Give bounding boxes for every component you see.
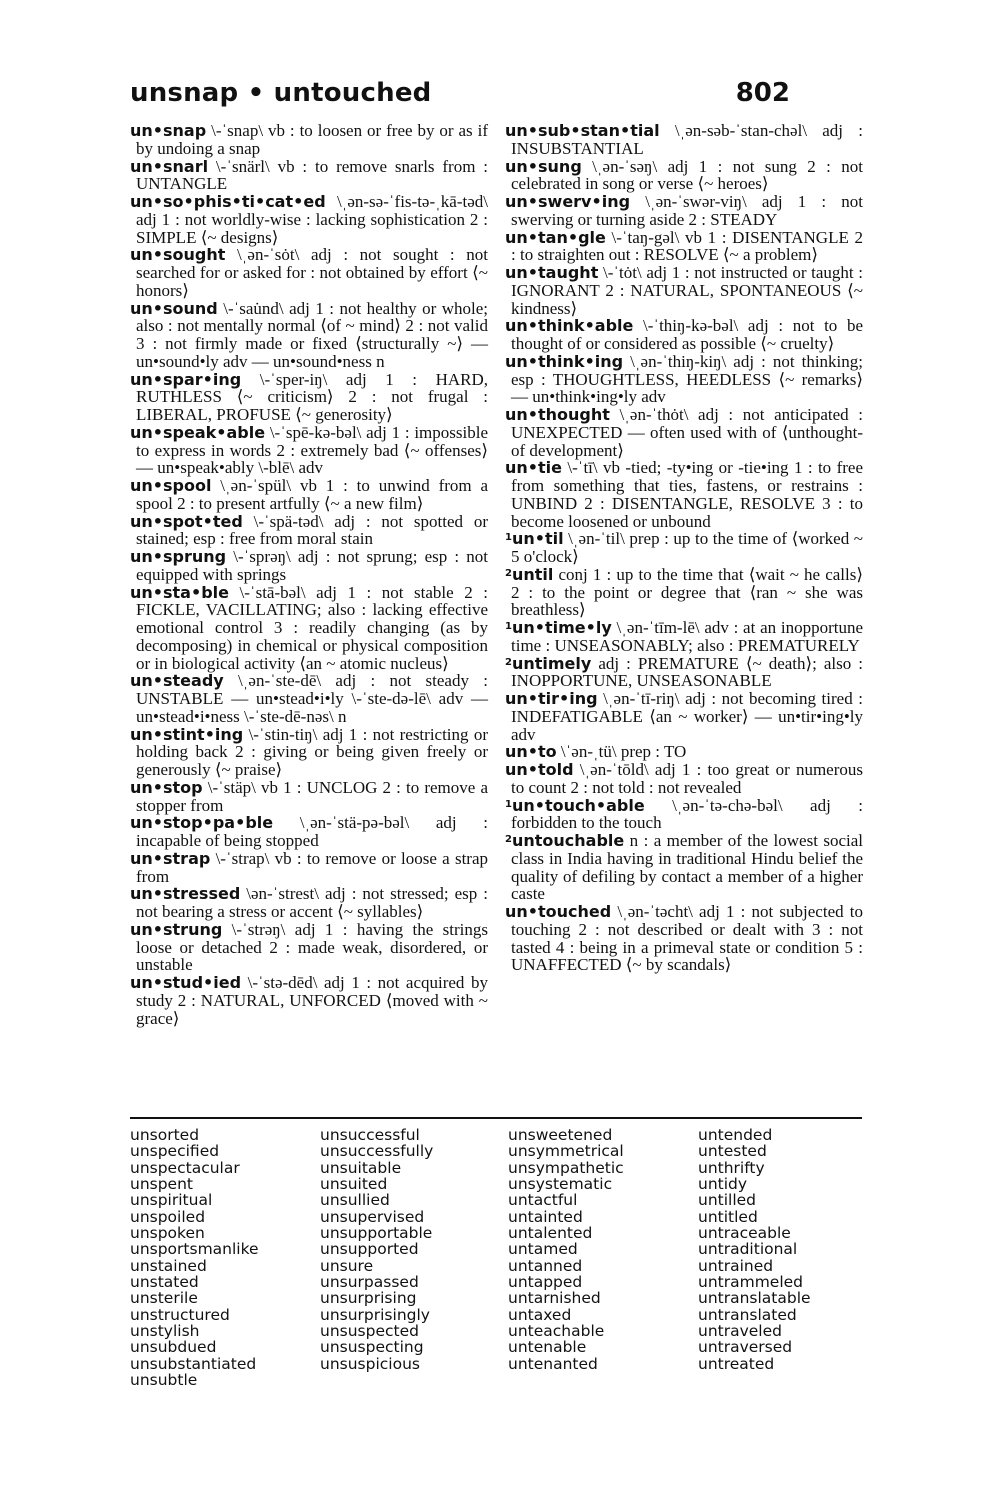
word-list-item: unstated xyxy=(130,1273,199,1292)
word-list-item: unsuspecting xyxy=(320,1338,424,1357)
entry-headword: un•sung xyxy=(505,156,582,176)
entry-definition: \ˌən-ˈtəcht\ adj 1 : not subjected to touching 2 : not described or dealt with 3 : not tasted 4 : being in a primeval state or condition 5 : UNAFFECTED ⟨~ by scandals⟩ xyxy=(511,902,863,975)
dictionary-entry xyxy=(505,619,863,655)
entry-definition: adj : PREMATURE ⟨~ death⟩; also : INOPPORTUNE, UNSEASONABLE xyxy=(511,653,863,691)
word-list-item: untanned xyxy=(508,1256,583,1275)
entry-headword: un•tir•ing xyxy=(505,689,598,708)
entry-headword: un•time•ly xyxy=(511,618,612,637)
right-entry-column xyxy=(505,122,863,974)
word-list-item: unsystematic xyxy=(508,1175,613,1194)
entry-definition: \-ˈsper-iŋ\ adj 1 : HARD, RUTHLESS ⟨~ criticism⟩ 2 : not frugal : LIBERAL, PROFUSE ⟨~ generosity⟩ xyxy=(136,369,488,424)
word-list-item: unsymmetrical xyxy=(508,1142,624,1161)
dictionary-entry xyxy=(130,371,488,424)
left-entry-column xyxy=(130,122,488,1027)
entry-definition: \-ˈtī\ vb -tied; -ty•ing or -tie•ing 1 : to free from something that ties, fastens, or restrains : UNBIND 2 : DISENTANGLE, RESOLVE 3 : to become loosened or unbound xyxy=(511,458,863,531)
dictionary-entry xyxy=(505,832,863,903)
word-list-item: untraveled xyxy=(698,1322,782,1341)
word-list-item: unsubstantiated xyxy=(130,1354,257,1373)
entry-headword: un•think•able xyxy=(505,316,634,336)
word-list-item: unspoken xyxy=(130,1224,205,1243)
word-list-item: untrammeled xyxy=(698,1273,804,1292)
word-list-item: untenanted xyxy=(508,1354,598,1373)
entry-headword: un•snap xyxy=(130,121,207,140)
homograph-number: 2 xyxy=(505,567,512,579)
homograph-number: 2 xyxy=(505,834,512,845)
word-list-item: unsurprising xyxy=(320,1289,417,1308)
entry-headword: untimely xyxy=(511,653,592,673)
word-list-item: unsullied xyxy=(320,1191,390,1210)
entry-definition: \-ˈspä-təd\ adj : not spotted or stained; esp : free from moral stain xyxy=(136,511,488,549)
section-divider xyxy=(130,1117,862,1119)
guide-words: unsnap • untouched xyxy=(130,78,432,108)
dictionary-entry xyxy=(505,459,863,530)
word-list-item: untested xyxy=(698,1142,767,1161)
entry-headword: un•stop xyxy=(130,777,203,797)
entry-headword: un•steady xyxy=(130,671,224,691)
dictionary-entry xyxy=(130,814,488,850)
word-list-item: unsuccessfully xyxy=(320,1142,434,1161)
dictionary-entry xyxy=(130,584,488,673)
entry-headword: un•sound xyxy=(130,298,218,318)
dictionary-entry xyxy=(505,761,863,797)
word-list-item: untraditional xyxy=(698,1240,798,1259)
word-list-item: unsorted xyxy=(130,1126,200,1144)
entry-headword: un•sought xyxy=(130,245,226,265)
page-number: 802 xyxy=(735,78,790,108)
word-list-item: unteachable xyxy=(508,1322,605,1341)
dictionary-entry xyxy=(130,974,488,1027)
dictionary-entry xyxy=(130,122,488,158)
word-list-item: untidy xyxy=(698,1175,748,1194)
entry-definition: \-ˈsprəŋ\ adj : not sprung; esp : not equipped with springs xyxy=(136,547,488,584)
word-list-column xyxy=(320,1127,505,1372)
entry-headword: un•think•ing xyxy=(505,351,624,371)
word-list-item: untraceable xyxy=(698,1224,791,1243)
dictionary-entry xyxy=(505,903,863,974)
entry-headword: un•spool xyxy=(130,476,212,495)
dictionary-entry xyxy=(130,921,488,974)
dictionary-entry xyxy=(505,743,863,761)
entry-definition: \-ˈstin-tiŋ\ adj 1 : not restricting or holding back 2 : giving or being given freely or generously ⟨~ praise⟩ xyxy=(136,724,488,779)
dictionary-entry xyxy=(130,513,488,549)
word-list-item: unthrifty xyxy=(698,1158,765,1177)
dictionary-entry xyxy=(505,193,863,229)
word-list-item: unsuited xyxy=(320,1175,388,1194)
entry-definition: \ˌən-ˈthiŋ-kiŋ\ adj : not thinking; esp : THOUGHTLESS, HEEDLESS ⟨~ remarks⟩ — un•think•ing•ly adv xyxy=(511,351,863,407)
word-list-item: unsuitable xyxy=(320,1158,402,1177)
entry-headword: un•stud•ied xyxy=(130,973,242,992)
entry-definition: n : a member of the lowest social class in India having in traditional Hindu belief the quality of defiling by contact a member of a higher caste xyxy=(511,831,863,904)
page-header xyxy=(130,78,862,112)
word-list-item: untranslated xyxy=(698,1305,797,1324)
entry-headword: un•stop•pa•ble xyxy=(130,813,274,833)
word-list-item: unsympathetic xyxy=(508,1158,624,1177)
word-list-item: unspent xyxy=(130,1175,193,1194)
word-list-item: untreated xyxy=(698,1354,775,1373)
dictionary-entry xyxy=(505,353,863,406)
dictionary-entry xyxy=(130,158,488,194)
dictionary-entry xyxy=(505,317,863,353)
entry-headword: un•sta•ble xyxy=(130,582,229,602)
entry-definition: \ˌən-səb-ˈstan-chəl\ adj : INSUBSTANTIAL xyxy=(511,121,863,158)
entry-definition: conj 1 : up to the time that ⟨wait ~ he calls⟩ 2 : to the point or degree that ⟨ran ~ she was breathless⟩ xyxy=(511,564,863,620)
entry-definition: \ˌən-ˈtə-chə-bəl\ adj : forbidden to the touch xyxy=(511,795,863,833)
entry-headword: un•spar•ing xyxy=(130,369,242,389)
dictionary-entry xyxy=(130,548,488,584)
entry-headword: un•so•phis•ti•cat•ed xyxy=(130,192,326,211)
entry-definition: \ˌən-ˈtī-riŋ\ adj : not becoming tired : INDEFATIGABLE ⟨an ~ worker⟩ — un•tir•ing•ly adv xyxy=(511,689,863,744)
word-list-item: untarnished xyxy=(508,1289,601,1308)
dictionary-entry xyxy=(505,229,863,265)
dictionary-entry xyxy=(505,406,863,459)
word-list-item: unsupported xyxy=(320,1240,419,1259)
entry-headword: un•to xyxy=(505,742,557,762)
entry-definition: \ˌən-ˈsȯt\ adj : not sought : not searched for or asked for : not obtained by effort ⟨~ honors⟩ xyxy=(136,245,488,300)
dictionary-entry xyxy=(130,672,488,725)
word-list-item: unsurpassed xyxy=(320,1273,419,1292)
dictionary-entry xyxy=(505,264,863,317)
homograph-number: 2 xyxy=(505,656,512,668)
entry-headword: un•spot•ted xyxy=(130,511,243,531)
entry-definition: \-ˈtaŋ-gəl\ vb 1 : DISENTANGLE 2 : to straighten out : RESOLVE ⟨~ a problem⟩ xyxy=(511,227,863,265)
entry-headword: un•til xyxy=(511,529,564,549)
entry-definition: \-ˈsnärl\ vb : to remove snarls from : UNTANGLE xyxy=(136,156,488,194)
word-list-item: untactful xyxy=(508,1191,578,1210)
dictionary-entry xyxy=(130,424,488,477)
word-list-item: unsweetened xyxy=(508,1126,613,1144)
dictionary-entry xyxy=(130,193,488,246)
word-list-item: untrained xyxy=(698,1256,774,1275)
word-list-section xyxy=(130,1126,870,1390)
dictionary-entry xyxy=(505,530,863,566)
entry-headword: un•speak•able xyxy=(130,422,266,442)
entry-definition: \-ˈstrap\ vb : to remove or loose a strap from xyxy=(136,848,488,886)
word-list-column xyxy=(130,1127,315,1389)
word-list-item: unsuccessful xyxy=(320,1126,420,1144)
word-list-item: untilled xyxy=(698,1191,757,1210)
dictionary-entry xyxy=(130,726,488,779)
dictionary-entry xyxy=(130,850,488,886)
entry-definition: \ˌən-ˈtōld\ adj 1 : too great or numerous to count 2 : not told : not revealed xyxy=(511,760,863,797)
entry-definition: \-ˈtȯt\ adj 1 : not instructed or taught : IGNORANT 2 : NATURAL, SPONTANEOUS ⟨~ kindness⟩ xyxy=(511,263,863,318)
dictionary-entry xyxy=(505,566,863,619)
word-list-item: untenable xyxy=(508,1338,587,1357)
entry-definition: \ˌən-ˈspül\ vb 1 : to unwind from a spool 2 : to present artfully ⟨~ a new film⟩ xyxy=(136,476,488,513)
entry-definition: \-ˈstrəŋ\ adj 1 : having the strings loose or detached 2 : made weak, disordered, or unstable xyxy=(136,919,488,975)
dictionary-entry xyxy=(505,122,863,158)
entry-headword: un•touch•able xyxy=(511,795,645,815)
word-list-column xyxy=(508,1127,693,1372)
dictionary-entry xyxy=(505,690,863,743)
word-list-item: unspecified xyxy=(130,1142,220,1161)
entry-definition: \ˌən-ˈste-dē\ adj : not steady : UNSTABLE — un•stead•i•ly \-ˈste-də-lē\ adv — un•stead•i•ness \-ˈste-dē-nəs\ n xyxy=(136,671,488,726)
entry-definition: \ˌən-ˈswər-viŋ\ adj 1 : not swerving or turning aside 2 : STEADY xyxy=(511,192,863,229)
word-list-item: unspectacular xyxy=(130,1158,240,1177)
entry-definition: \-ˈstə-dēd\ adj 1 : not acquired by study 2 : NATURAL, UNFORCED ⟨moved with ~ grace⟩ xyxy=(136,973,488,1028)
word-list-item: untended xyxy=(698,1126,773,1144)
word-list-item: unsterile xyxy=(130,1289,198,1308)
word-list-item: unsubdued xyxy=(130,1338,217,1357)
word-list-item: untainted xyxy=(508,1207,583,1226)
entry-definition: \-ˈsau̇nd\ adj 1 : not healthy or whole; also : not mentally normal ⟨of ~ mind⟩ 2 : not valid 3 : not firmly made or fixed ⟨structurally ~⟩ — un•sound•ly adv — un•sound•ness n xyxy=(136,298,488,371)
dictionary-entry xyxy=(130,779,488,815)
word-list-item: untalented xyxy=(508,1224,593,1243)
dictionary-entry xyxy=(505,158,863,194)
entry-headword: un•tie xyxy=(505,458,562,478)
entry-headword: un•strap xyxy=(130,848,211,868)
word-list-item: unsupportable xyxy=(320,1224,433,1243)
entry-headword: un•sprung xyxy=(130,547,227,566)
entry-headword: un•taught xyxy=(505,263,599,282)
entry-definition: \ˌən-ˈtil\ prep : up to the time of ⟨worked ~ 5 o'clock⟩ xyxy=(511,529,863,566)
entry-definition: \-ˈsnap\ vb : to loosen or free by or as if by undoing a snap xyxy=(136,121,488,158)
word-list-item: untapped xyxy=(508,1273,583,1292)
entry-headword: un•stressed xyxy=(130,884,241,904)
entry-headword: un•told xyxy=(505,760,574,779)
entry-headword: un•sub•stan•tial xyxy=(505,121,660,140)
entry-definition: \ˈən-ˌtü\ prep : TO xyxy=(556,742,687,762)
word-list-item: unsupervised xyxy=(320,1207,425,1226)
entry-definition: \ən-ˈstrest\ adj : not stressed; esp : not bearing a stress or accent ⟨~ syllables⟩ xyxy=(136,884,488,921)
entry-headword: un•stint•ing xyxy=(130,724,244,744)
word-list-item: unspoiled xyxy=(130,1207,206,1226)
word-list-item: untraversed xyxy=(698,1338,793,1357)
dictionary-entry xyxy=(130,300,488,371)
entry-definition: \-ˈstā-bəl\ adj 1 : not stable 2 : FICKLE, VACILLATING; also : lacking effective emotional control 3 : readily changing (as by decomposing) in chemical or physical composition or in biological activity ⟨an ~ atomic nucleus⟩ xyxy=(136,582,488,673)
word-list-item: unstained xyxy=(130,1256,207,1275)
dictionary-entry xyxy=(130,246,488,299)
entry-headword: un•touched xyxy=(505,902,612,921)
entry-headword: un•strung xyxy=(130,919,223,939)
entry-definition: \ˌən-ˈstä-pə-bəl\ adj : incapable of being stopped xyxy=(136,813,488,850)
dictionary-entry xyxy=(505,797,863,833)
word-list-item: unstylish xyxy=(130,1322,200,1341)
entry-definition: \ˌən-ˈtīm-lē\ adv : at an inopportune time : UNSEASONABLY; also : PREMATURELY xyxy=(511,618,863,655)
entry-definition: \ˌən-ˈthȯt\ adj : not anticipated : UNEXPECTED — often used with of ⟨unthought-of development⟩ xyxy=(511,405,863,460)
dictionary-entry xyxy=(130,477,488,513)
entry-headword: un•thought xyxy=(505,405,610,424)
entry-definition: \-ˈstäp\ vb 1 : UNCLOG 2 : to remove a stopper from xyxy=(136,777,488,815)
dictionary-entry xyxy=(505,655,863,691)
word-list-item: unsubtle xyxy=(130,1371,198,1390)
word-list-item: unsuspected xyxy=(320,1322,419,1341)
word-list-item: untitled xyxy=(698,1207,758,1226)
entry-headword: un•snarl xyxy=(130,156,209,176)
word-list-item: unspiritual xyxy=(130,1191,213,1210)
word-list-column xyxy=(698,1127,883,1372)
dictionary-entry xyxy=(130,885,488,921)
word-list-item: untaxed xyxy=(508,1305,572,1324)
word-list-item: untamed xyxy=(508,1240,578,1259)
entry-definition: \ˌən-ˈsəŋ\ adj 1 : not sung 2 : not celebrated in song or verse ⟨~ heroes⟩ xyxy=(511,156,863,194)
word-list-item: unsurprisingly xyxy=(320,1305,430,1324)
entry-definition: \-ˈthiŋ-kə-bəl\ adj : not to be thought of or considered as possible ⟨~ cruelty⟩ xyxy=(511,316,863,353)
word-list-item: unsuspicious xyxy=(320,1354,420,1373)
word-list-item: untranslatable xyxy=(698,1289,811,1308)
entry-definition: \-ˈspē-kə-bəl\ adj 1 : impossible to express in words 2 : extremely bad ⟨~ offenses⟩ — un•speak•ably \-blē\ adv xyxy=(136,422,488,478)
word-list-item: unsportsmanlike xyxy=(130,1240,259,1259)
word-list-item: unstructured xyxy=(130,1305,230,1324)
homograph-number: 1 xyxy=(505,621,512,632)
homograph-number: 1 xyxy=(505,798,512,810)
entry-headword: untouchable xyxy=(511,831,625,850)
entry-definition: \ˌən-sə-ˈfis-tə-ˌkā-təd\ adj 1 : not worldly-wise : lacking sophistication 2 : SIMPLE ⟨~ designs⟩ xyxy=(136,192,488,247)
word-list-item: unsure xyxy=(320,1256,374,1275)
entry-headword: un•swerv•ing xyxy=(505,192,631,211)
homograph-number: 1 xyxy=(505,532,512,544)
entry-headword: until xyxy=(511,564,554,584)
entry-headword: un•tan•gle xyxy=(505,227,606,247)
